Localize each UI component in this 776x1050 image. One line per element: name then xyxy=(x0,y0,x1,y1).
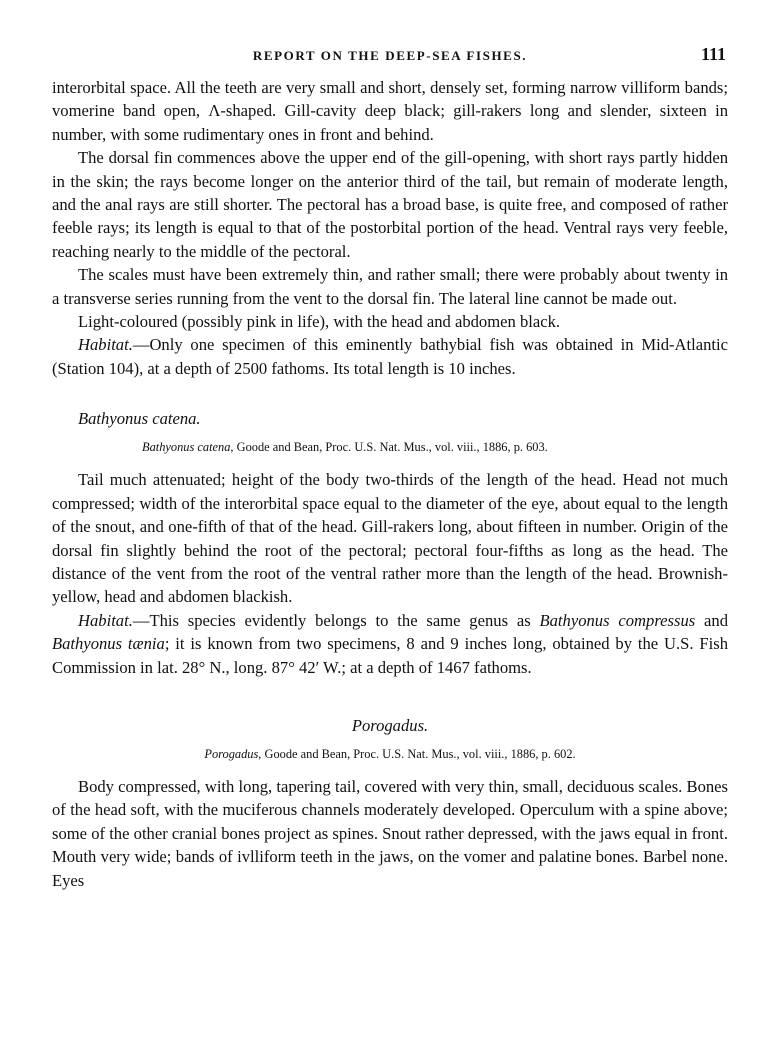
citation xyxy=(52,438,728,456)
citation xyxy=(52,745,728,763)
paragraph-teeth: interorbital space. All the teeth are very small and short, densely set, forming narrow villiform bands; vomerine band open, Λ-shaped. Gill-cavity deep black; gill-rakers long and slender, sixteen in number, with some rudimentary ones in front and behind. xyxy=(52,78,728,144)
paragraph-habitat xyxy=(52,609,728,679)
paragraph-habitat xyxy=(52,333,728,380)
running-head xyxy=(52,44,728,70)
paragraph-description: Tail much attenuated; height of the body two-thirds of the length of the head. Head not much compressed; width of the interorbital space equal to the diameter of the eye, about equal to the length of the snout, and one-fifth of that of the head. Gill-rakers long, about fifteen in number. Origin of the dorsal fin slightly behind the root of the pectoral; pectoral four-fifths as long as the head. The distance of the vent from the root of the ventral rather more than the length of the head. Brownish-yellow, head and abdomen blackish. xyxy=(52,470,728,607)
running-title: REPORT ON THE DEEP-SEA FISHES. xyxy=(252,48,528,63)
habitat-text-c: ; it is known from two specimens, 8 and 9 inches long, obtained by the U.S. Fish Commission in lat. 28° N., long. 87° 42′ W.; at a depth of 1467 fathoms. xyxy=(52,634,728,677)
paragraph-description: Body compressed, with long, tapering tail, covered with very thin, small, deciduous scales. Bones of the head soft, with the muciferous channels moderately developed. Operculum with a spine above; some of the other cranial bones project as spines. Snout rather depressed, with the jaws equal in front. Mouth very wide; bands of ivlliform teeth in the jaws, on the vomer and palatine bones. Barbel none. Eyes xyxy=(52,776,728,890)
genus-heading: Porogadus. xyxy=(351,715,429,735)
citation-reference: Goode and Bean, Proc. U.S. Nat. Mus., vol. viii., 1886, p. 602. xyxy=(261,746,576,761)
page xyxy=(52,44,728,892)
citation-name: Bathyonus catena, xyxy=(142,440,234,455)
species-name: Bathyonus compressus xyxy=(539,610,696,630)
species-heading: Bathyonus catena. xyxy=(78,409,201,429)
habitat-label: Habitat. xyxy=(78,610,133,630)
page-number: 111 xyxy=(700,44,726,64)
species-name: Bathyonus tænia xyxy=(52,634,165,654)
citation-name: Porogadus, xyxy=(204,746,262,761)
habitat-label: Habitat. xyxy=(78,335,133,355)
paragraph-scales: The scales must have been extremely thin, and rather small; there were probably about twenty in a transverse series running from the vent to the dorsal fin. The lateral line cannot be made out. xyxy=(52,265,728,308)
paragraph-fins: The dorsal fin commences above the upper end of the gill-opening, with short rays partly hidden in the skin; the rays become longer on the anterior third of the tail, but remain of moderate length, and the anal rays are still shorter. The pectoral has a broad base, is quite free, and composed of rather feeble rays; its length is equal to that of the postorbital portion of the head. Ventral rays very feeble, reaching nearly to the middle of the pectoral. xyxy=(52,148,728,261)
paragraph-colour: Light-coloured (possibly pink in life), with the head and abdomen black. xyxy=(78,312,561,332)
section-bathyonus-previous xyxy=(52,76,728,380)
habitat-text: —Only one specimen of this eminently bathybial fish was obtained in Mid-Atlantic (Station 104), at a depth of 2500 fathoms. Its total length is 10 inches. xyxy=(52,335,728,378)
habitat-text-a: —This species evidently belongs to the same genus as xyxy=(132,610,540,630)
section-bathyonus-catena xyxy=(52,408,728,679)
habitat-text-b: and xyxy=(695,610,728,630)
citation-reference: Goode and Bean, Proc. U.S. Nat. Mus., vol. viii., 1886, p. 603. xyxy=(233,440,548,455)
section-porogadus xyxy=(52,715,728,892)
